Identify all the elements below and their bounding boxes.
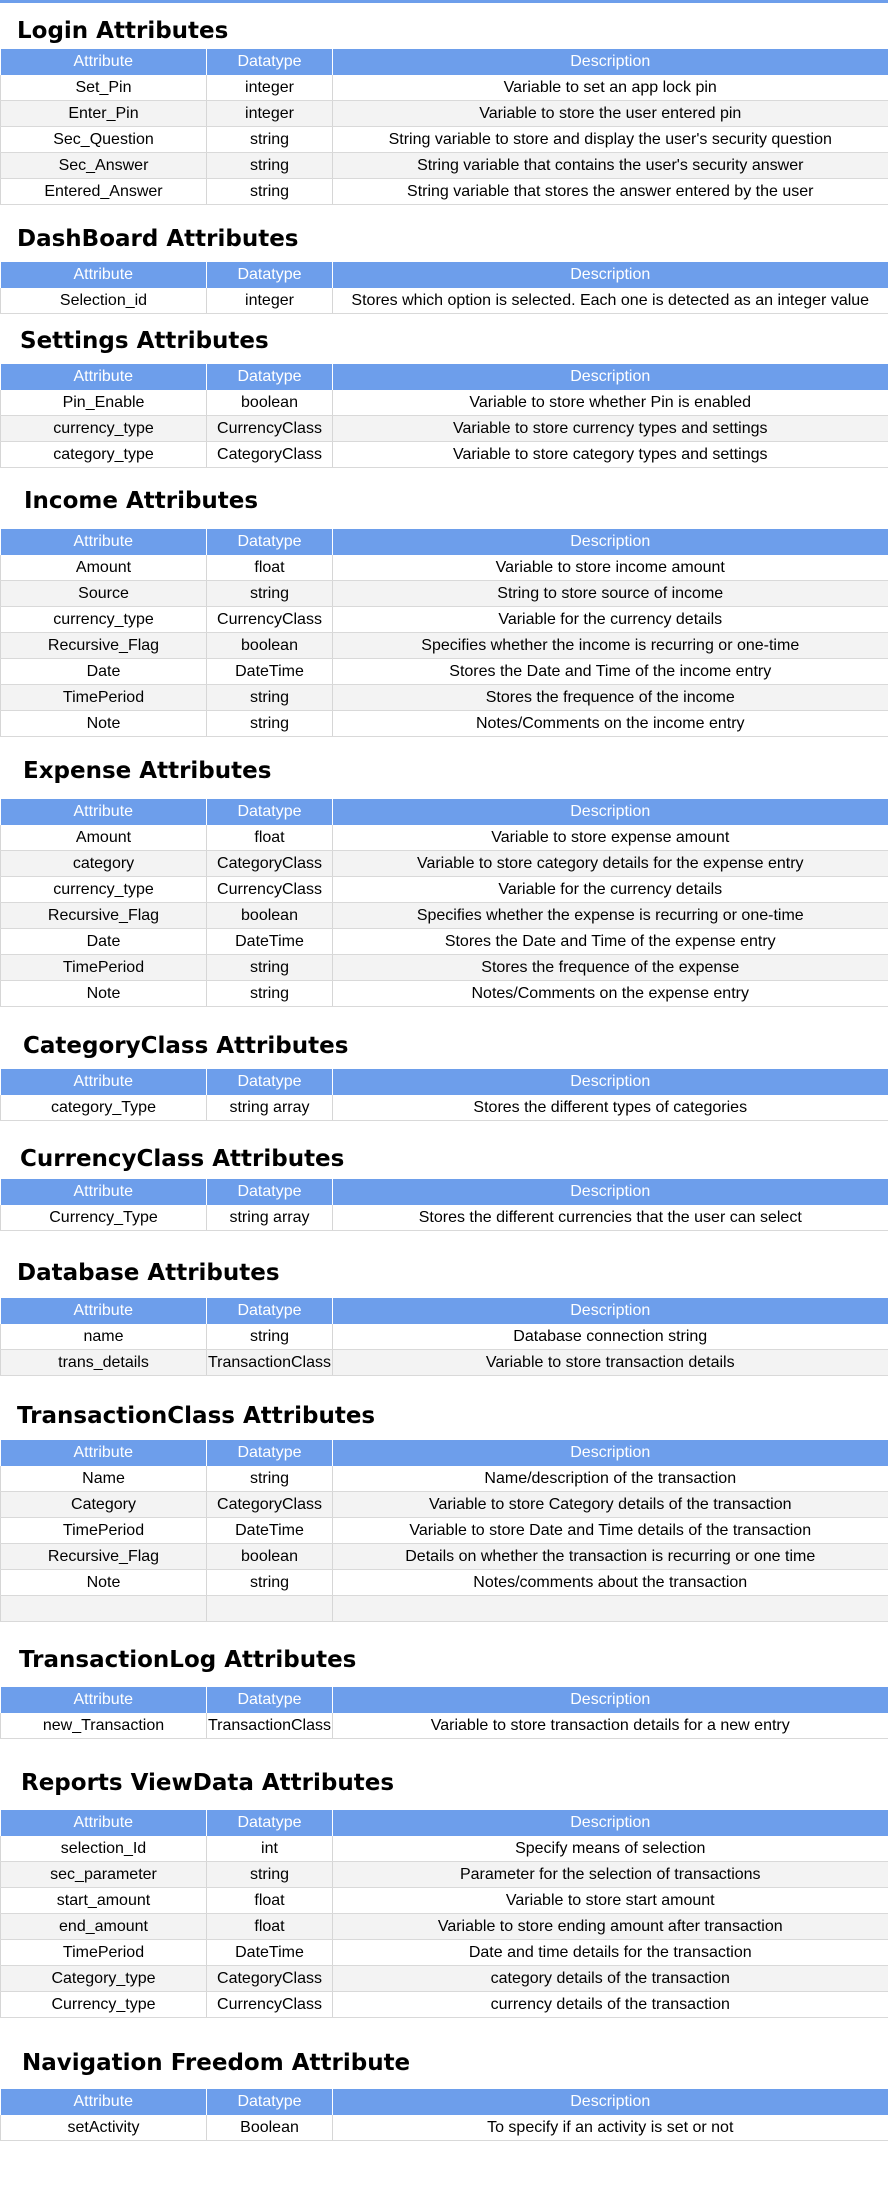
description-cell: Notes/Comments on the income entry: [333, 711, 888, 737]
table-header-row: [1, 1810, 888, 1836]
column-header-description: Description: [333, 1810, 888, 1836]
attribute-cell: Selection_id: [1, 288, 207, 314]
datatype-cell: integer: [207, 75, 333, 101]
table-row: [1, 1466, 888, 1492]
column-header-description: Description: [333, 262, 888, 288]
reports-viewdata-attributes-heading: Reports ViewData Attributes: [21, 1770, 395, 1796]
table-row: [1, 153, 888, 179]
attribute-cell: Currency_type: [1, 1992, 207, 2018]
datatype-cell: CategoryClass: [207, 1966, 333, 1992]
datatype-cell: float: [207, 555, 333, 581]
attribute-cell: Recursive_Flag: [1, 633, 207, 659]
datatype-cell: DateTime: [207, 659, 333, 685]
attribute-cell: Source: [1, 581, 207, 607]
table-row: [1, 288, 888, 314]
column-header-datatype: Datatype: [207, 2089, 333, 2115]
attribute-cell: currency_type: [1, 416, 207, 442]
datatype-cell: TransactionClass: [207, 1350, 333, 1376]
column-header-description: Description: [333, 49, 888, 75]
table-row: [1, 1713, 888, 1739]
datatype-cell: Boolean: [207, 2115, 333, 2141]
attribute-cell: Name: [1, 1466, 207, 1492]
table-row: [1, 390, 888, 416]
description-cell: Variable to store the user entered pin: [333, 101, 888, 127]
column-header-attribute: Attribute: [1, 364, 207, 390]
column-header-attribute: Attribute: [1, 1298, 207, 1324]
description-cell: Stores the Date and Time of the expense entry: [333, 929, 888, 955]
navigation-freedom-attribute-heading: Navigation Freedom Attribute: [22, 2050, 411, 2076]
attribute-cell: name: [1, 1324, 207, 1350]
column-header-description: Description: [333, 1687, 888, 1713]
description-cell: Specifies whether the expense is recurring or one-time: [333, 903, 888, 929]
column-header-datatype: Datatype: [207, 1298, 333, 1324]
attribute-cell: Pin_Enable: [1, 390, 207, 416]
attribute-cell: currency_type: [1, 877, 207, 903]
description-cell: Variable to store whether Pin is enabled: [333, 390, 888, 416]
column-header-description: Description: [333, 799, 888, 825]
datatype-cell: boolean: [207, 903, 333, 929]
table-header-row: [1, 49, 888, 75]
description-cell: Parameter for the selection of transactions: [333, 1862, 888, 1888]
table-row: [1, 1992, 888, 2018]
datatype-cell: CurrencyClass: [207, 607, 333, 633]
description-cell: Variable to store category details for the expense entry: [333, 851, 888, 877]
column-header-description: Description: [333, 1179, 888, 1205]
datatype-cell: DateTime: [207, 1518, 333, 1544]
datatype-cell: string: [207, 1466, 333, 1492]
datatype-cell: string: [207, 1570, 333, 1596]
table-row: [1, 1205, 888, 1231]
table-row: [1, 1836, 888, 1862]
categoryclass-attributes-table: [0, 1069, 888, 1121]
table-row: [1, 1596, 888, 1622]
table-header-row: [1, 1440, 888, 1466]
description-cell: currency details of the transaction: [333, 1992, 888, 2018]
column-header-description: Description: [333, 1069, 888, 1095]
description-cell: Stores the frequence of the income: [333, 685, 888, 711]
description-cell: Specifies whether the income is recurring or one-time: [333, 633, 888, 659]
description-cell: Stores the Date and Time of the income entry: [333, 659, 888, 685]
description-cell: Variable to set an app lock pin: [333, 75, 888, 101]
table-header-row: [1, 1687, 888, 1713]
column-header-datatype: Datatype: [207, 262, 333, 288]
datatype-cell: CurrencyClass: [207, 1992, 333, 2018]
attribute-cell: [1, 1596, 207, 1622]
transactionlog-attributes-heading: TransactionLog Attributes: [19, 1647, 357, 1673]
column-header-datatype: Datatype: [207, 1687, 333, 1713]
datatype-cell: DateTime: [207, 1940, 333, 1966]
datatype-cell: CategoryClass: [207, 442, 333, 468]
table-row: [1, 555, 888, 581]
attribute-cell: Recursive_Flag: [1, 903, 207, 929]
table-row: [1, 1324, 888, 1350]
description-cell: String variable that contains the user's security answer: [333, 153, 888, 179]
datatype-cell: string: [207, 179, 333, 205]
expense-attributes-heading: Expense Attributes: [23, 758, 272, 784]
table-row: [1, 929, 888, 955]
table-row: [1, 633, 888, 659]
table-row: [1, 1888, 888, 1914]
column-header-datatype: Datatype: [207, 1179, 333, 1205]
column-header-description: Description: [333, 2089, 888, 2115]
datatype-cell: string: [207, 127, 333, 153]
transactionclass-attributes-table: [0, 1440, 888, 1622]
table-row: [1, 981, 888, 1007]
datatype-cell: CurrencyClass: [207, 416, 333, 442]
column-header-datatype: Datatype: [207, 49, 333, 75]
table-row: [1, 711, 888, 737]
attribute-cell: category_Type: [1, 1095, 207, 1121]
datatype-cell: string: [207, 685, 333, 711]
table-row: [1, 581, 888, 607]
table-row: [1, 75, 888, 101]
column-header-datatype: Datatype: [207, 1069, 333, 1095]
column-header-attribute: Attribute: [1, 1179, 207, 1205]
table-row: [1, 179, 888, 205]
column-header-datatype: Datatype: [207, 529, 333, 555]
column-header-attribute: Attribute: [1, 529, 207, 555]
table-row: [1, 416, 888, 442]
description-cell: Stores the different types of categories: [333, 1095, 888, 1121]
description-cell: category details of the transaction: [333, 1966, 888, 1992]
datatype-cell: integer: [207, 101, 333, 127]
datatype-cell: boolean: [207, 633, 333, 659]
currencyclass-attributes-table: [0, 1179, 888, 1231]
description-cell: Notes/comments about the transaction: [333, 1570, 888, 1596]
datatype-cell: TransactionClass: [207, 1713, 333, 1739]
datatype-cell: [207, 1596, 333, 1622]
attribute-cell: Note: [1, 981, 207, 1007]
table-row: [1, 1518, 888, 1544]
description-cell: Notes/Comments on the expense entry: [333, 981, 888, 1007]
description-cell: Variable to store category types and settings: [333, 442, 888, 468]
attribute-cell: Entered_Answer: [1, 179, 207, 205]
column-header-datatype: Datatype: [207, 1810, 333, 1836]
description-cell: Stores the frequence of the expense: [333, 955, 888, 981]
column-header-description: Description: [333, 1298, 888, 1324]
table-header-row: [1, 364, 888, 390]
description-cell: Date and time details for the transaction: [333, 1940, 888, 1966]
attribute-cell: TimePeriod: [1, 1940, 207, 1966]
datatype-cell: string: [207, 1324, 333, 1350]
column-header-datatype: Datatype: [207, 799, 333, 825]
datatype-cell: string array: [207, 1205, 333, 1231]
datatype-cell: int: [207, 1836, 333, 1862]
table-header-row: [1, 1179, 888, 1205]
description-cell: Stores which option is selected. Each one is detected as an integer value: [333, 288, 888, 314]
description-cell: Variable to store Date and Time details of the transaction: [333, 1518, 888, 1544]
description-cell: Variable to store transaction details: [333, 1350, 888, 1376]
description-cell: Variable to store ending amount after transaction: [333, 1914, 888, 1940]
description-cell: Name/description of the transaction: [333, 1466, 888, 1492]
login-attributes-table: [0, 49, 888, 205]
column-header-attribute: Attribute: [1, 799, 207, 825]
attribute-cell: trans_details: [1, 1350, 207, 1376]
transactionlog-attributes-table: [0, 1687, 888, 1739]
description-cell: Variable to store income amount: [333, 555, 888, 581]
attribute-cell: Amount: [1, 825, 207, 851]
table-row: [1, 101, 888, 127]
column-header-attribute: Attribute: [1, 1069, 207, 1095]
datatype-cell: float: [207, 1914, 333, 1940]
column-header-attribute: Attribute: [1, 262, 207, 288]
datatype-cell: CurrencyClass: [207, 877, 333, 903]
datatype-cell: string: [207, 1862, 333, 1888]
attribute-cell: Recursive_Flag: [1, 1544, 207, 1570]
attribute-cell: Date: [1, 659, 207, 685]
reports-viewdata-attributes-table: [0, 1810, 888, 2018]
attribute-cell: Date: [1, 929, 207, 955]
table-row: [1, 1544, 888, 1570]
description-cell: Variable to store transaction details for a new entry: [333, 1713, 888, 1739]
column-header-attribute: Attribute: [1, 1687, 207, 1713]
datatype-cell: CategoryClass: [207, 1492, 333, 1518]
table-header-row: [1, 2089, 888, 2115]
dashboard-attributes-table: [0, 262, 888, 314]
attribute-cell: Category_type: [1, 1966, 207, 1992]
column-header-attribute: Attribute: [1, 49, 207, 75]
datatype-cell: string: [207, 581, 333, 607]
table-row: [1, 442, 888, 468]
table-row: [1, 1350, 888, 1376]
attribute-cell: end_amount: [1, 1914, 207, 1940]
settings-attributes-heading: Settings Attributes: [20, 328, 269, 354]
transactionclass-attributes-heading: TransactionClass Attributes: [17, 1403, 376, 1429]
table-row: [1, 1966, 888, 1992]
attribute-cell: sec_parameter: [1, 1862, 207, 1888]
description-cell: Variable to store expense amount: [333, 825, 888, 851]
description-cell: Variable to store Category details of the transaction: [333, 1492, 888, 1518]
datatype-cell: CategoryClass: [207, 851, 333, 877]
column-header-description: Description: [333, 1440, 888, 1466]
column-header-datatype: Datatype: [207, 1440, 333, 1466]
attribute-cell: category_type: [1, 442, 207, 468]
table-row: [1, 1914, 888, 1940]
attribute-cell: Sec_Question: [1, 127, 207, 153]
database-attributes-heading: Database Attributes: [17, 1260, 280, 1286]
attribute-cell: setActivity: [1, 2115, 207, 2141]
datatype-cell: DateTime: [207, 929, 333, 955]
table-header-row: [1, 529, 888, 555]
description-cell: Variable for the currency details: [333, 607, 888, 633]
column-header-datatype: Datatype: [207, 364, 333, 390]
login-attributes-heading: Login Attributes: [17, 18, 229, 44]
datatype-cell: string: [207, 955, 333, 981]
datatype-cell: integer: [207, 288, 333, 314]
table-row: [1, 825, 888, 851]
datatype-cell: string: [207, 153, 333, 179]
column-header-attribute: Attribute: [1, 1440, 207, 1466]
attribute-cell: Set_Pin: [1, 75, 207, 101]
attribute-cell: Note: [1, 1570, 207, 1596]
description-cell: Details on whether the transaction is recurring or one time: [333, 1544, 888, 1570]
settings-attributes-table: [0, 364, 888, 468]
attribute-cell: Enter_Pin: [1, 101, 207, 127]
income-attributes-heading: Income Attributes: [24, 488, 259, 514]
table-row: [1, 1570, 888, 1596]
table-row: [1, 903, 888, 929]
table-header-row: [1, 799, 888, 825]
datatype-cell: string array: [207, 1095, 333, 1121]
attribute-cell: Note: [1, 711, 207, 737]
description-cell: String to store source of income: [333, 581, 888, 607]
column-header-attribute: Attribute: [1, 1810, 207, 1836]
datatype-cell: string: [207, 981, 333, 1007]
table-header-row: [1, 262, 888, 288]
table-row: [1, 127, 888, 153]
attribute-cell: Sec_Answer: [1, 153, 207, 179]
table-header-row: [1, 1069, 888, 1095]
table-row: [1, 685, 888, 711]
description-cell: Stores the different currencies that the user can select: [333, 1205, 888, 1231]
attribute-cell: currency_type: [1, 607, 207, 633]
attribute-cell: selection_Id: [1, 1836, 207, 1862]
attribute-cell: TimePeriod: [1, 955, 207, 981]
description-cell: Variable to store start amount: [333, 1888, 888, 1914]
description-cell: Variable to store currency types and settings: [333, 416, 888, 442]
datatype-cell: float: [207, 1888, 333, 1914]
attribute-cell: Category: [1, 1492, 207, 1518]
column-header-description: Description: [333, 364, 888, 390]
table-row: [1, 955, 888, 981]
table-row: [1, 1492, 888, 1518]
column-header-attribute: Attribute: [1, 2089, 207, 2115]
description-cell: [333, 1596, 888, 1622]
table-row: [1, 1862, 888, 1888]
table-row: [1, 1940, 888, 1966]
expense-attributes-table: [0, 799, 888, 1007]
table-row: [1, 607, 888, 633]
table-row: [1, 1095, 888, 1121]
attribute-cell: start_amount: [1, 1888, 207, 1914]
table-row: [1, 851, 888, 877]
navigation-freedom-attribute-table: [0, 2089, 888, 2141]
attribute-cell: category: [1, 851, 207, 877]
table-row: [1, 2115, 888, 2141]
attribute-cell: TimePeriod: [1, 685, 207, 711]
datatype-cell: float: [207, 825, 333, 851]
attribute-cell: TimePeriod: [1, 1518, 207, 1544]
description-cell: String variable that stores the answer entered by the user: [333, 179, 888, 205]
table-row: [1, 877, 888, 903]
dashboard-attributes-heading: DashBoard Attributes: [17, 226, 299, 252]
categoryclass-attributes-heading: CategoryClass Attributes: [23, 1033, 349, 1059]
attribute-cell: Amount: [1, 555, 207, 581]
attribute-cell: Currency_Type: [1, 1205, 207, 1231]
income-attributes-table: [0, 529, 888, 737]
datatype-cell: string: [207, 711, 333, 737]
description-cell: String variable to store and display the user's security question: [333, 127, 888, 153]
description-cell: Variable for the currency details: [333, 877, 888, 903]
datatype-cell: boolean: [207, 1544, 333, 1570]
currencyclass-attributes-heading: CurrencyClass Attributes: [20, 1146, 345, 1172]
description-cell: Database connection string: [333, 1324, 888, 1350]
table-header-row: [1, 1298, 888, 1324]
attribute-cell: new_Transaction: [1, 1713, 207, 1739]
table-row: [1, 659, 888, 685]
description-cell: Specify means of selection: [333, 1836, 888, 1862]
database-attributes-table: [0, 1298, 888, 1376]
column-header-description: Description: [333, 529, 888, 555]
datatype-cell: boolean: [207, 390, 333, 416]
description-cell: To specify if an activity is set or not: [333, 2115, 888, 2141]
